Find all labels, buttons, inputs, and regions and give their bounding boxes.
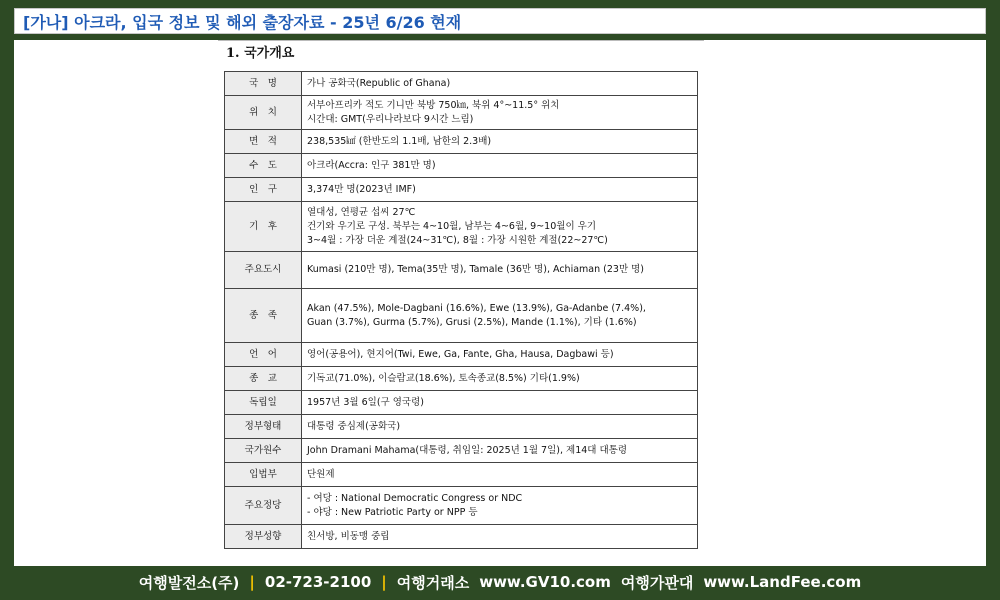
table-row — [225, 439, 698, 463]
row-value-line: John Dramani Mahama(대통령, 취임일: 2025년 1월 7일), 제14대 대통령 — [307, 444, 628, 456]
row-value — [302, 72, 698, 96]
table-row — [225, 130, 698, 154]
row-value — [302, 463, 698, 487]
row-label: 수 도 — [225, 154, 302, 178]
table-row — [225, 463, 698, 487]
row-label: 주요정당 — [225, 487, 302, 525]
row-value-line: 1957년 3월 6일(구 영국령) — [307, 396, 424, 408]
row-value — [302, 343, 698, 367]
footer-separator: | — [249, 573, 255, 591]
row-label: 종 족 — [225, 289, 302, 343]
table-row — [225, 252, 698, 289]
row-label: 면 적 — [225, 130, 302, 154]
row-value — [302, 130, 698, 154]
row-label: 독립일 — [225, 391, 302, 415]
row-value — [302, 96, 698, 130]
row-value-line: Guan (3.7%), Gurma (5.7%), Grusi (2.5%), Mande (1.1%), 기타 (1.6%) — [307, 316, 637, 328]
table-row — [225, 415, 698, 439]
footer-label-exchange: 여행거래소 — [396, 573, 470, 592]
row-value-line: Akan (47.5%), Mole-Dagbani (16.6%), Ewe (13.9%), Ga-Adanbe (7.4%), — [307, 302, 646, 314]
footer-link-landfee[interactable]: www.LandFee.com — [703, 573, 862, 591]
row-label: 정부형태 — [225, 415, 302, 439]
row-value — [302, 178, 698, 202]
row-value-line: 친서방, 비동맹 중립 — [307, 530, 390, 542]
row-label: 인 구 — [225, 178, 302, 202]
row-value-line: 서부아프리카 적도 기니만 북방 750㎞, 북위 4°~11.5° 위치 — [307, 99, 560, 111]
table-row — [225, 391, 698, 415]
row-value-line: - 야당 : New Patriotic Party or NPP 등 — [307, 506, 478, 518]
row-value-line: 건기와 우기로 구성. 북부는 4~10월, 남부는 4~6월, 9~10월이 우기 — [307, 220, 596, 232]
row-label: 국 명 — [225, 72, 302, 96]
row-value-line: 단원제 — [307, 468, 335, 480]
footer-company: 여행발전소(주) — [138, 573, 240, 592]
row-value — [302, 202, 698, 252]
table-row — [225, 154, 698, 178]
table-row — [225, 96, 698, 130]
row-label: 기 후 — [225, 202, 302, 252]
row-label: 위 치 — [225, 96, 302, 130]
row-label: 입법부 — [225, 463, 302, 487]
table-row — [225, 72, 698, 96]
row-value — [302, 252, 698, 289]
document-panel — [14, 40, 986, 566]
page-title: [가나] 아크라, 입국 정보 및 해외 출장자료 - 25년 6/26 현재 — [14, 8, 986, 34]
row-value-line: 아크라(Accra: 인구 381만 명) — [307, 159, 436, 171]
row-value — [302, 154, 698, 178]
row-value-line: 238,535㎢ (한반도의 1.1배, 남한의 2.3배) — [307, 135, 492, 147]
footer-phone: 02-723-2100 — [264, 573, 372, 591]
table-row — [225, 178, 698, 202]
table-row — [225, 289, 698, 343]
row-value — [302, 487, 698, 525]
row-value — [302, 525, 698, 549]
row-value-line: 열대성, 연평균 섭씨 27℃ — [307, 206, 416, 218]
footer-label-stand: 여행가판대 — [620, 573, 694, 592]
row-value-line: 가나 공화국(Republic of Ghana) — [307, 77, 451, 89]
row-label: 언 어 — [225, 343, 302, 367]
row-label: 종 교 — [225, 367, 302, 391]
heading-rule — [218, 40, 704, 41]
table-row — [225, 343, 698, 367]
row-label: 주요도시 — [225, 252, 302, 289]
table-row — [225, 487, 698, 525]
table-row — [225, 202, 698, 252]
row-value-line: 시간대: GMT(우리나라보다 9시간 느림) — [307, 113, 474, 125]
table-row — [225, 367, 698, 391]
row-value — [302, 367, 698, 391]
row-value — [302, 391, 698, 415]
footer-link-gv10[interactable]: www.GV10.com — [479, 573, 611, 591]
row-value-line: 기독교(71.0%), 이슬람교(18.6%), 토속종교(8.5%) 기타(1.9%) — [307, 372, 580, 384]
row-value-line: 대통령 중심제(공화국) — [307, 420, 401, 432]
row-label: 국가원수 — [225, 439, 302, 463]
row-value-line: 3,374만 명(2023년 IMF) — [307, 183, 416, 195]
row-value-line: 3~4월 : 가장 더운 계절(24~31℃), 8월 : 가장 시원한 계절(22~27℃) — [307, 234, 608, 246]
row-value-line: Kumasi (210만 명), Tema(35만 명), Tamale (36만 명), Achiaman (23만 명) — [307, 264, 645, 275]
row-label: 정부성향 — [225, 525, 302, 549]
row-value — [302, 415, 698, 439]
row-value — [302, 289, 698, 343]
row-value-line: 영어(공용어), 현지어(Twi, Ewe, Ga, Fante, Gha, Hausa, Dagbawi 등) — [307, 348, 614, 360]
table-row — [225, 525, 698, 549]
row-value-line: - 여당 : National Democratic Congress or NDC — [307, 492, 523, 504]
row-value — [302, 439, 698, 463]
footer-separator: | — [381, 573, 387, 591]
section-heading: 1. 국가개요 — [226, 46, 295, 61]
footer — [0, 568, 1000, 596]
country-info-table — [224, 71, 698, 549]
